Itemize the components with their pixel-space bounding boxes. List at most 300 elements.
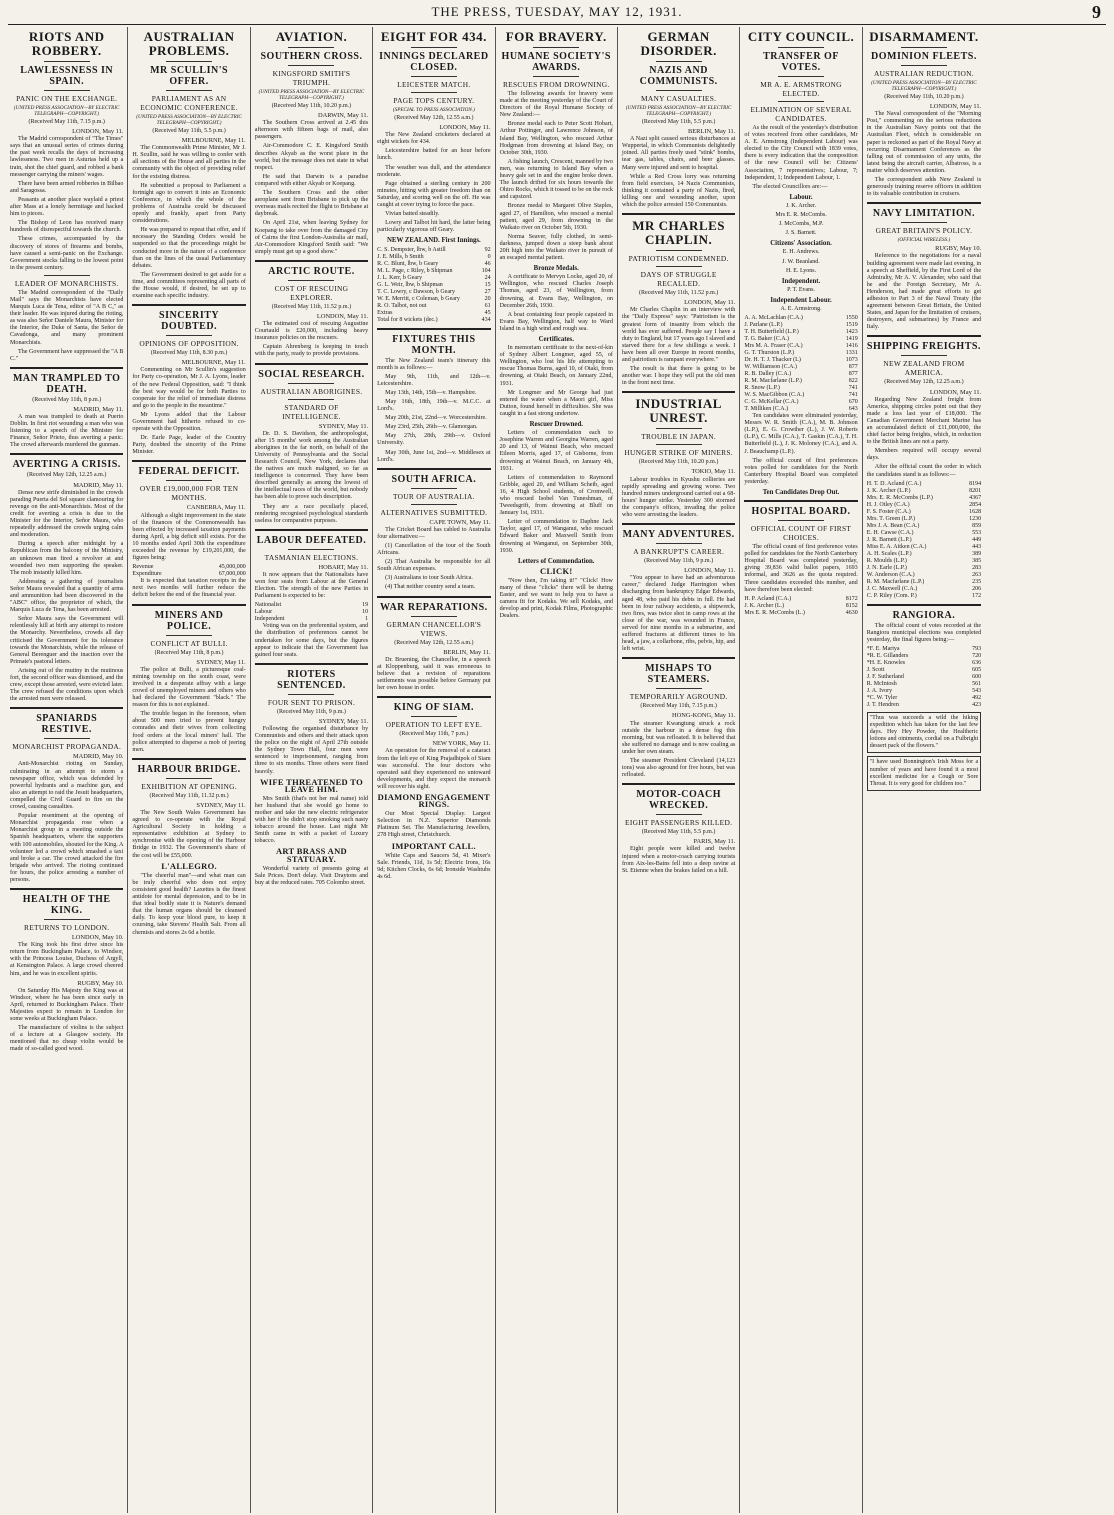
headline: AVIATION. — [275, 29, 348, 44]
newspaper-columns — [6, 27, 1108, 1513]
dateline: LONDON, May 11. — [929, 388, 982, 396]
results-table-row — [867, 572, 981, 579]
results-table-value: 822 — [848, 378, 858, 385]
paragraph: A fishing launch, Crescent, manned by two men, was returning to Island Bay when a heavy gale set in and the engine broke down. The launch drifted for six hours towards the Ohiro Rocks, which it tossed to be on the rock and capsized. — [499, 158, 613, 201]
dateline: LONDON, May 11. — [684, 567, 736, 575]
article-divider — [377, 696, 490, 698]
rule — [901, 47, 947, 48]
results-table-row — [867, 667, 981, 674]
paragraph: An operation for the removal of a cataract from the left eye of King Prajadhipok of Siam was successful. The four doctors who operated said they experienced no untoward developments, and they expect the monarch will recover his sight. — [377, 748, 491, 790]
paragraph: May 16th, 18th, 19th—v. M.C.C. at Lord's. — [377, 398, 491, 413]
results-table-row — [867, 593, 981, 600]
results-table-label: T. H. Butterfield (L.P.) — [744, 329, 799, 336]
article — [10, 707, 123, 884]
credit-line: (UNITED PRESS ASSOCIATION—BY ELECTRIC TELEGRAPH—COPYRIGHT.) — [871, 80, 977, 92]
list-entry: Mrs E. R. McCombs. — [775, 212, 827, 219]
rule — [533, 76, 579, 77]
deck: FOUR SENT TO PRISON. — [267, 697, 356, 707]
results-table-row — [744, 399, 857, 406]
results-table-label: Mrs M. A. Fraser (C.A.) — [744, 343, 803, 350]
results-table-row — [377, 289, 490, 296]
results-table-row — [867, 653, 981, 660]
results-table-label: W. S. MacGibbon (C.A.) — [744, 392, 805, 399]
results-table-row — [377, 317, 490, 324]
results-table-row — [744, 315, 857, 322]
deck: A BANKRUPT'S CAREER. — [633, 547, 725, 557]
rule — [288, 383, 334, 384]
rule — [656, 61, 702, 62]
section-heading: Letters of Commendation. — [518, 557, 595, 565]
dateline: BERLIN, May 11. — [443, 648, 491, 656]
section-heading: Labour. — [789, 193, 813, 201]
dateline: RUGBY, May 10. — [935, 245, 982, 253]
results-table-label: R. M. Macfarlane (L.P.) — [744, 378, 802, 385]
dateline: LONDON, May 11. — [72, 128, 124, 136]
results-table-label: T. Milliken (C.A.) — [744, 406, 789, 413]
rule — [901, 65, 947, 66]
results-table-value: 643 — [848, 406, 858, 413]
deck: LEICESTER MATCH. — [397, 80, 471, 89]
deck: RETURNS TO LONDON. — [23, 923, 110, 933]
results-table-value: 793 — [972, 645, 982, 652]
results-table-value: 45,000,000 — [218, 564, 246, 571]
headline: RIOTS AND ROBBERY. — [28, 29, 105, 58]
rule — [166, 635, 212, 636]
results-table-value: 561 — [972, 680, 982, 687]
deck: NEW ZEALAND FROM AMERICA. — [883, 359, 965, 378]
deck: OVER £19,000,000 FOR TEN MONTHS. — [139, 484, 239, 503]
results-table-label: Dr. H. T. J. Thacker (L) — [744, 357, 801, 364]
article-divider — [10, 453, 123, 455]
paragraph: The Madrid correspondent of the "Daily Mail" says the Monarchists have elected Marquis Luca de Tena, editor of "A B C," as their leader. He was injured during the rioting, as was also Señor Daniele Maura, Minister for the Interior, the Duke of Santa, the Señor de Cavadonga, and many prominent Monarchists. — [10, 289, 124, 346]
deck: TASMANIAN ELECTIONS. — [264, 552, 359, 562]
subheadline: LABOUR DEFEATED. — [256, 534, 367, 546]
paragraph: Norma Seaver, fully clothed, in semi-darkness, jumped down a steep bank about 20ft high into the Waikato river in pursuit of an escaped mental patient. — [499, 233, 613, 262]
deck: PANIC ON THE EXCHANGE. — [16, 94, 118, 103]
paragraph: White Caps and Saucers 5d, 41 Mixer's Sale. Friends, 11d, 1s 5d; Electric Irons, 16s 9d; Kitchen Clocks, 6s 6d; Ironside Washtubs 4s 6d. — [377, 852, 491, 880]
paragraph: After the official count the order in which the candidates stand is as follows:— — [866, 464, 982, 478]
paragraph: During a speech after midnight by a Republican from the balcony of the Ministry, an unknown man fired a revolver at and wounded two men supporting the speaker. The mob instantly killed him. — [10, 541, 124, 576]
results-table-label: Nationalist — [254, 602, 282, 609]
deck: EXHIBITION AT OPENING. — [141, 781, 237, 791]
results-table-row — [744, 371, 857, 378]
section-heading: Ten Candidates Drop Out. — [762, 489, 840, 496]
subheadline: WAR REPARATIONS. — [380, 601, 488, 613]
results-table-value: 543 — [972, 687, 982, 694]
results-table-label: H. P. Acland (C.A.) — [744, 595, 792, 602]
column-3 — [251, 27, 373, 1513]
article-divider — [132, 460, 245, 462]
deck-2: ELIMINATION OF SEVERAL CANDIDATES. — [750, 105, 852, 123]
results-table-row — [744, 336, 857, 343]
paragraph: Members required will occupy several days. — [866, 448, 982, 462]
article-divider — [377, 596, 490, 598]
deck: GREAT BRITAIN'S POLICY. — [875, 226, 973, 236]
rule — [288, 47, 334, 48]
results-table-row — [744, 357, 857, 364]
results-table-label: *C. W. Tyler — [866, 694, 898, 701]
deck: COST OF RESCUING EXPLORER. — [274, 283, 349, 302]
paragraph: (1) Cancellation of the tour of the South Africans. — [377, 543, 491, 557]
paragraph: May 9th, 11th, and 12th—v. Leicestershire. — [377, 373, 491, 387]
paragraph: Letters of commendation each to Josephine Warren and Georgina Warren, aged 20 and 13, of Wainui Beach, who rescued Eileen Morris, aged 17, of Gisborne, from drowning at Wainui Beach, on January 4th, 1931. — [499, 430, 613, 472]
article-divider — [867, 335, 981, 337]
results-table-label: Miss E. A. Aitken (C.A.) — [866, 543, 927, 550]
headline: DISARMAMENT. — [869, 29, 979, 44]
paragraph: Bronze medal each to Peter Scott Hobart, Arthur Pottinger, and Lawrence Johnson, of Island Bay, Wellington, who rescued Arthur Hodgman from drowning at Island Bay, on October 30th, 1930. — [499, 121, 613, 156]
article — [10, 367, 123, 450]
rule — [656, 266, 702, 267]
results-table-label: J. A. Ivory — [866, 687, 893, 694]
paragraph: The steamer Kwangtung struck a rock outside the harbour in a dense fog this morning, but was refloated. It is believed that she suffered no damage and is now coaling as under her own steam. — [621, 720, 736, 755]
paragraph: In memoriam certificate to the next-of-kin of Sydney Albert Longmer, aged 55, of Wellington, who lost his life attempting to rescue Thomas Burns, aged 10, of Otaki, from drowning, at Otaki Beach, on January 22nd, 1931. — [499, 345, 613, 387]
paragraph: Commenting on Mr Scullin's suggestion for Party co-operation, Mr J. A. Lyons, leader of the new Federal Opposition, said: "I think the best way would be for both Parties to cooperate for the relief of immediate distress and go to the people in the meantime." — [132, 367, 246, 409]
received-line: (Received May 11th, 11.32 p.m.) — [149, 792, 229, 799]
paragraph: He submitted a proposal to Parliament a fortnight ago to convert it into an Economic Conference, in which the whole of the problems of Australia could be discussed openly and frankly, apart from Party considerations. — [132, 182, 246, 225]
credit-line: (UNITED PRESS ASSOCIATION—BY ELECTRIC TELEGRAPH—COPYRIGHT.) — [136, 114, 242, 126]
rule — [44, 738, 90, 739]
deck-2: STANDARD OF INTELLIGENCE. — [282, 402, 341, 421]
received-line: (Received May 11th, 9 p.m.) — [644, 558, 714, 565]
paragraph: As the result of the yesterday's distribution of votes received from other candidates, Mr A. E. Armstrong (Independent Labour) was elected to the City Council with 1839 votes, there is every indication that the composition of the new Council will be: Citizens' Association, 7 representatives; Labour, 7; Independent, 1; Independent Labour, 1. — [744, 125, 858, 181]
results-table-label: R. O. Talbot, not out — [377, 302, 427, 309]
results-table-row — [377, 261, 490, 268]
results-table-value: 46 — [484, 260, 491, 267]
results-table-row — [132, 571, 245, 578]
boxed-notice: "I have used Bonnington's Irish Moss for a number of years and have found it a most excellent medicine for a Cough or Sore Throat. It is very good for children too." — [867, 756, 981, 790]
article — [500, 345, 613, 428]
subheadline: FEDERAL DEFICIT. — [138, 466, 240, 478]
paragraph: A certificate to Mervyn Locke, aged 20, of Wellington, who rescued Charles Joseph Thomas, aged 23, of Wellington, from drowning, at Evans Bay, Wellington, on December 26th, 1930. — [499, 274, 613, 309]
paragraph: The Government have suppressed the "A B C." — [10, 348, 124, 362]
paragraph: The elected Councillors are:— — [752, 183, 828, 190]
column-1 — [6, 27, 128, 1513]
paragraph: The Cricket Board has cabled to Australia four alternatives:— — [377, 526, 491, 540]
dateline: MELBOURNE, May 11. — [181, 137, 246, 145]
rule — [44, 275, 90, 276]
results-table-label: Mrs. E. R. McCombs (L.P.) — [866, 494, 933, 501]
article-divider — [255, 529, 368, 531]
article — [867, 448, 981, 599]
paragraph: Mr Lyons added that the Labour Government had hitherto refused to co-operate with the Opposition. — [132, 411, 246, 433]
results-table-value: 720 — [972, 652, 982, 659]
paragraph: Regarding New Zealand freight from America, shipping circles point out that they made a loss last year of £18,000. The Canadian Government Merchant Marine has an accumulated deficit of £11,000,000, the chief factor being freights, which, in reduction to the British lines are not a party. — [866, 396, 982, 446]
paragraph: Leicestershire batted for an hour before lunch. — [377, 148, 491, 162]
rule — [44, 919, 90, 920]
article — [622, 391, 735, 519]
results-table-label: J. C. Maxwell (C.A.) — [866, 585, 918, 592]
paragraph: May 20th, 21st, 22nd—v. Worcestershire. — [385, 415, 487, 422]
paragraph: The Madrid correspondent of "The Times" says that an unusual series of crimes during the past week recalls the days of increasing lawlessness. Two men in Asturias held up a train, shot the chief guard, and robbed a bank messenger carrying the miners' wages. — [10, 136, 124, 178]
article-divider — [867, 604, 981, 606]
list-entry: P. T. Evans. — [787, 286, 816, 293]
paragraph: He said that Darwin is a paradise compared with either Akyab or Koepang. — [254, 173, 369, 187]
article — [255, 529, 368, 659]
rule — [44, 90, 90, 91]
results-table-value: 92 — [484, 246, 491, 253]
paragraph: May 13th, 14th, 15th—v. Hampshire. — [385, 389, 477, 396]
paragraph: While a Red Cross lorry was returning from field exercises, 14 Nazis Communists, thinking it contained a party of Nazis, fired, killing one and wounding another, upon which the police arrested 150 Communists. — [621, 173, 736, 209]
received-line: (Received May 11th, 7.15 p.m.) — [28, 119, 105, 125]
results-table-value: 605 — [972, 666, 982, 673]
deck: AUSTRALIAN ABORIGINES. — [260, 386, 363, 396]
article — [377, 596, 490, 693]
results-table-value: 45 — [484, 309, 491, 316]
masthead-title: THE PRESS, TUESDAY, MAY 12, 1931. — [431, 4, 683, 19]
paragraph: Following the organised disturbance by Communists and others and their attack upon the police on the night of April 27th outside the Sydney Town Hall, four men were sentenced to imprisonment, ranging from three to six months. Three others were fined heavily. — [254, 725, 369, 775]
results-table-value: 172 — [972, 592, 982, 599]
results-table-row — [744, 392, 857, 399]
subheadline: SINCERITY DOUBTED. — [159, 310, 220, 333]
results-table-label: Independent — [254, 616, 285, 623]
subheadline: SOUTHERN CROSS. — [260, 51, 363, 62]
results-table-label: F. S. Foster (C.A.) — [866, 508, 911, 515]
paragraph: Arising out of the mutiny in the mutinous fort, the second officer was dismissed, and the crew, except those arrested, were evicted later. The crew refused the conditions upon which the arrested men were released. — [10, 667, 124, 703]
results-table-label: Expenditure — [132, 571, 162, 578]
dateline: SYDNEY, May 11. — [196, 801, 246, 809]
list-entry: J. McCombs, M.P. — [778, 221, 824, 228]
results-table-value: 1073 — [845, 357, 858, 364]
deck: TEMPORARILY AGROUND. — [629, 692, 728, 702]
column-2 — [128, 27, 250, 1513]
paragraph: Letter of commendation to Daphne Jack Taylor, aged 17, of Wanganui, who rescued Edward Baker and Maxwell Smith from drowning at Wanganui, on September 30th, 1930. — [499, 519, 613, 554]
dateline: MADRID, May 11. — [73, 405, 124, 413]
results-table-row — [867, 537, 981, 544]
paragraph: The manufacture of violins is the subject of a lecture at a Glasgow society. He mentioned that no cheap violin would be made of so-called good wood. — [10, 1025, 124, 1053]
dateline: PARIS, May 11. — [693, 838, 736, 846]
results-table-label: J. T. Hendren — [866, 701, 899, 708]
results-table-row — [867, 586, 981, 593]
results-table-label: C. S. Dempster, lbw, b Astill — [377, 246, 446, 253]
deck: EIGHT PASSENGERS KILLED. — [625, 818, 733, 828]
results-table-label: J. R. Barnett (L.P.) — [866, 536, 912, 543]
subheadline: DOMINION FLEETS. — [871, 51, 977, 62]
paragraph: The Commonwealth Prime Minister, Mr J. H. Scullin, said he was willing to confer with all sections of the House and all parties in the community with the object of providing relief for the existing distress. — [132, 145, 246, 180]
results-table-row — [744, 343, 857, 350]
article — [132, 304, 245, 456]
results-table-label: Total for 8 wickets (dec.) — [377, 316, 438, 323]
subheadline: AVERTING A CRISIS. — [12, 459, 121, 471]
results-table-label: J. Scott — [866, 666, 885, 673]
received-line: (Received May 11th, 8.30 p.m.) — [150, 350, 228, 357]
article — [500, 121, 613, 272]
dateline: SYDNEY, May 11. — [318, 422, 369, 430]
rule — [166, 335, 212, 336]
article — [10, 980, 123, 1054]
received-line: (Received May 12th, 12.25 a.m.) — [27, 472, 107, 479]
results-table-value: 492 — [972, 694, 982, 701]
paragraph: May 23rd, 25th, 26th—v. Glamorgan. — [385, 424, 478, 431]
deck: MR A. E. ARMSTRONG ELECTED. — [760, 80, 842, 98]
article-divider — [132, 604, 245, 606]
article — [255, 848, 368, 886]
results-table-row — [867, 579, 981, 586]
section-heading: Independent Labour. — [770, 296, 832, 304]
list-entry: A. E. Armstrong. — [780, 305, 822, 312]
results-table-row — [867, 509, 981, 516]
received-line: (Received May 12th, 12.55 a.m.) — [394, 639, 474, 646]
results-table-label: T. G. Baker (C.A.) — [744, 336, 790, 343]
paragraph: May 27th, 28th, 29th—v. Oxford University. — [377, 433, 491, 447]
paragraph: Señor Maura says the Government will relentlessly kill at birth any attempt to restore the Monarchy. Nevertheless, crowds all day criticised the Government for its tolerance towards the Monarchists, while the release of General Berenguer and the inaction over the Primate's pastoral letters. — [10, 616, 124, 665]
article — [744, 413, 857, 496]
paragraph: Although a slight improvement in the state of the finances of the Commonwealth has been effected by increased taxation payments during April, a big deficit still exists. For the 10 months ended April 30th the expenditure exceeded the revenue by £19,201,000, the figures being: — [132, 512, 246, 562]
article — [255, 30, 368, 256]
credit-line: (OFFICIAL WIRELESS.) — [897, 237, 951, 244]
boxed-notice: "Thus was succeeds a wild the hiking expedition which has taken for the last few days. Hey Hey Powder, the Healtheric lotions and ointments, cordial on a Fulbright dessert pack of the flowers." — [867, 712, 981, 753]
results-table-label: A. A. McLachlan (C.A.) — [744, 315, 803, 322]
article — [867, 202, 981, 331]
results-table-value: 1519 — [845, 322, 858, 329]
paragraph: He was prepared to repeat that offer, and if necessary the Standing Orders would be suspended so that the proceedings might be conducted more in the nature of a conference than on the lines of the usual Parliamentary debates. — [132, 227, 246, 269]
article — [622, 657, 735, 779]
paragraph: The following awards for bravery were made at the meeting yesterday of the Court of Directors of the Royal Humane Society of New Zealand:— — [499, 91, 613, 119]
paragraph: It is expected that taxation receipts in the next two months will further reduce the deficit before the end of the financial year. — [132, 578, 246, 599]
paragraph: Vivian batted steadily. — [385, 211, 440, 218]
results-table-label: R. Moulds (L.P.) — [866, 557, 907, 564]
results-table-row — [867, 702, 981, 709]
dateline: CANBERRA, May 11. — [186, 504, 246, 512]
paragraph: There have been armed robberies in Bilbao and Saragossa. — [10, 180, 124, 194]
deck: TROUBLE IN JAPAN. — [641, 432, 717, 442]
results-table-value: 741 — [848, 385, 858, 392]
paragraph: Air-Commodore C. E. Kingsford Smith describes Akyab as the worst place in the world, but the message does not state in what respect. — [254, 143, 369, 171]
results-table-label: J. L. Kerr, b Geary — [377, 274, 423, 281]
article — [132, 758, 245, 860]
paragraph: A boat containing four people capsized in Evans Bay, Wellington, half way to Ward Island in a high wind and rough sea. — [499, 311, 613, 332]
article — [867, 335, 981, 446]
results-table-row — [867, 481, 981, 488]
headline: INDUSTRIAL UNREST. — [635, 396, 722, 426]
article-divider — [10, 367, 123, 369]
rule — [901, 222, 947, 223]
dateline: MADRID, May 10. — [72, 753, 124, 761]
results-table-row — [867, 646, 981, 653]
subheadline: LAWLESSNESS IN SPAIN. — [20, 65, 114, 87]
article-divider — [255, 260, 368, 262]
subheadline: NAVY LIMITATION. — [872, 208, 975, 220]
headline: GERMAN DISORDER. — [640, 29, 717, 58]
paragraph: Our Most Special Display. Largest Selection in N.Z. Superior Diamonds Platinum Set. The Manufacturing Jewellers, 278 High street, Christchurch. — [377, 811, 491, 839]
article — [500, 30, 613, 119]
paragraph: These crimes, accompanied by the discovery of stores of firearms and bombs, have caused a semi-panic on the Exchange. Government stocks falling to the lowest point in the present century. — [10, 236, 124, 271]
dateline: LONDON, May 11. — [929, 103, 982, 111]
list-entry: H. E. Lyons. — [785, 267, 817, 274]
article — [744, 500, 857, 617]
paragraph: They are a race peculiarly placed, rendering recognised psychological standards useless for comparative purposes. — [254, 503, 369, 524]
results-table-row — [744, 364, 857, 371]
paragraph: Bronze medal to Margaret Olive Staples, aged 27, of Hamilton, who rescued a mental patient, aged 29, from drowning in the Waikato river on October 5th, 1930. — [499, 203, 613, 231]
subheadline: TRANSFER OF VOTES. — [763, 51, 839, 73]
received-line: (Received May 11th, 10.20 p.m.) — [638, 459, 719, 466]
rule — [533, 47, 579, 48]
received-line: (Received May 11th, 11.52 p.m.) — [639, 290, 719, 297]
paragraph: A Nazi split caused serious disturbances at Wuppertal, in which Communists delightedly joined. All parties freely used "stink" bombs, tear gas, tables, chairs, and beer glasses. Many were injured and sent to hospital. — [621, 136, 736, 171]
results-table-row — [377, 310, 490, 317]
article — [622, 30, 735, 209]
article — [867, 604, 981, 709]
headline: MR CHARLES CHAPLIN. — [632, 218, 726, 248]
rule — [656, 250, 702, 251]
results-table-row — [867, 660, 981, 667]
results-table-label: H. J. Otley (C.A.) — [866, 501, 910, 508]
results-table-row — [867, 488, 981, 495]
paragraph: Reference to the negotiations for a naval building agreement were made last evening, in a speech at Sheffield, by the First Lord of the Admiralty, Mr A. V. Alexander, who said that he and the Foreign Secretary, Mr A. Henderson, had made great efforts to get adhesion to Part 3 of the Naval Treaty (the agreement between Great Britain, the United States, and Japan for the limitation of cruisers, destroyers, and submarines) by France and Italy. — [866, 253, 982, 331]
rule — [411, 47, 457, 48]
results-table-value: 20 — [484, 295, 491, 302]
results-table-row — [744, 385, 857, 392]
results-table-row — [867, 544, 981, 551]
dateline: DARWIN, May 11. — [317, 112, 369, 120]
results-table-value: 8201 — [969, 487, 982, 494]
paragraph: Ten candidates were eliminated yesterday, Messrs W. R. Smith (C.A.), M. B. Johnson (L.P.), E. G. Crowther (L.), J. W. Roberts (L.P.), C. Mills (C.A.), T. Gaskin (C.A.), T. H. Butterfield (L.), J. K. Moloney (C.A.), and A. J. Beauchamp (L.P.). — [744, 413, 858, 455]
rule — [656, 688, 702, 689]
dateline: SYDNEY, May 11. — [318, 717, 369, 725]
received-line: (Received May 11th, 8 p.m.) — [154, 649, 224, 656]
paragraph: May 30th, June 1st, 2nd—v. Middlesex at Lord's. — [377, 449, 491, 463]
results-table-value: 1230 — [969, 515, 982, 522]
results-table-value: 636 — [972, 659, 982, 666]
dateline: SYDNEY, May 11. — [196, 658, 246, 666]
headline: AUSTRALIAN PROBLEMS. — [143, 29, 235, 58]
results-table-label: W. Williamson (C.A.) — [744, 364, 797, 371]
paragraph: Captain Ahrenberg is keeping in touch with the party, ready to provide provisions. — [254, 344, 369, 358]
results-table-value: 235 — [972, 578, 982, 585]
rule — [656, 814, 702, 815]
dateline: HOBART, May 11. — [318, 563, 369, 571]
article-divider — [132, 304, 245, 306]
page-number: 9 — [1092, 2, 1102, 22]
paragraph: Anti-Monarchist rioting on Sunday, culminating in an attempt to storm a newspaper office, which was defended by powerful hydrants and a machine gun, and also an attempt to raid the Jesuit headquarters, compelled the Civil Guard to fire on the crowd, causing casualties. — [10, 761, 124, 811]
results-table-value: 1550 — [845, 315, 858, 322]
dateline: LONDON, May 11. — [316, 312, 369, 320]
rule — [411, 92, 457, 93]
results-table-row — [255, 609, 368, 616]
deck-2: HUNGER STRIKE OF MINERS. — [624, 448, 733, 458]
paragraph: The Naval correspondent of the "Morning Post," commenting on the serious reductions in the Australian Navy points out that the Australian Fleet, which is considerable on paper is reckoned as part of the Royal Navy at recurring Disarmament Conferences as the falling out of commission of any units, the latest being the aircraft carrier, Albatross, is a matter which deserves attention. — [866, 111, 982, 174]
article — [377, 696, 490, 791]
results-table-row — [867, 695, 981, 702]
column-4 — [373, 27, 495, 1513]
article — [622, 783, 735, 875]
paragraph: "You appear to have had an adventurous career," declared Judge Harrington when discharging from bankruptcy Edgar Edwards, aged 48, who paid his debts in full. He had been in four railway accidents, a shipwreck, two fires, was twice shot in camp rows at the close of the war, was wounded in France, served for nine months in a submarine, and suffered fractures at different times to his head, a jaw, a collarbone, ribs, pelvis, hip, and left wrist. — [621, 575, 736, 653]
results-table-label: J. K. Archer (L.P.) — [866, 487, 911, 494]
received-line: (Received May 11th, 5.5 p.m.) — [641, 119, 716, 125]
received-line: (Received May 11th, 10.20 p.m.) — [271, 103, 352, 109]
headline: CITY COUNCIL. — [747, 29, 855, 44]
paragraph: Labour troubles in Kyushu collieries are rapidly spreading and growing worse. Two hundred miners underground carried out a 68-hours' hunger strike. Yesterday 300 stormed the company's offices, invading the police who were arresting the leaders. — [621, 476, 736, 518]
article-divider — [255, 363, 368, 365]
results-table-label: M. L. Page, c Riley, b Shipman — [377, 267, 453, 274]
article-divider — [132, 758, 245, 760]
results-table-value: 670 — [848, 399, 858, 406]
article — [10, 30, 123, 272]
results-table-value: 8194 — [969, 480, 982, 487]
results-table-label: E. H. Cawse (C.A.) — [866, 529, 914, 536]
paragraph: On April 21st, when leaving Sydney for Koepang to take over from the damaged City of Cairns the first London-Australia air mail, Air-Commodore Kingsford Smith said: "We simply must get up a good show." — [254, 220, 369, 255]
ad-title: IMPORTANT CALL. — [391, 840, 476, 851]
rule — [411, 76, 457, 77]
article — [10, 275, 123, 363]
column-8 — [863, 27, 985, 1513]
subheadline: SHIPPING FREIGHTS. — [866, 341, 981, 353]
column-6 — [618, 27, 740, 1513]
article — [132, 30, 245, 300]
section-heading: Certificates. — [538, 336, 574, 343]
results-table-row — [867, 530, 981, 537]
results-table-value: 15 — [484, 281, 491, 288]
received-line: (Received May 11th, 8 p.m.) — [32, 396, 102, 403]
